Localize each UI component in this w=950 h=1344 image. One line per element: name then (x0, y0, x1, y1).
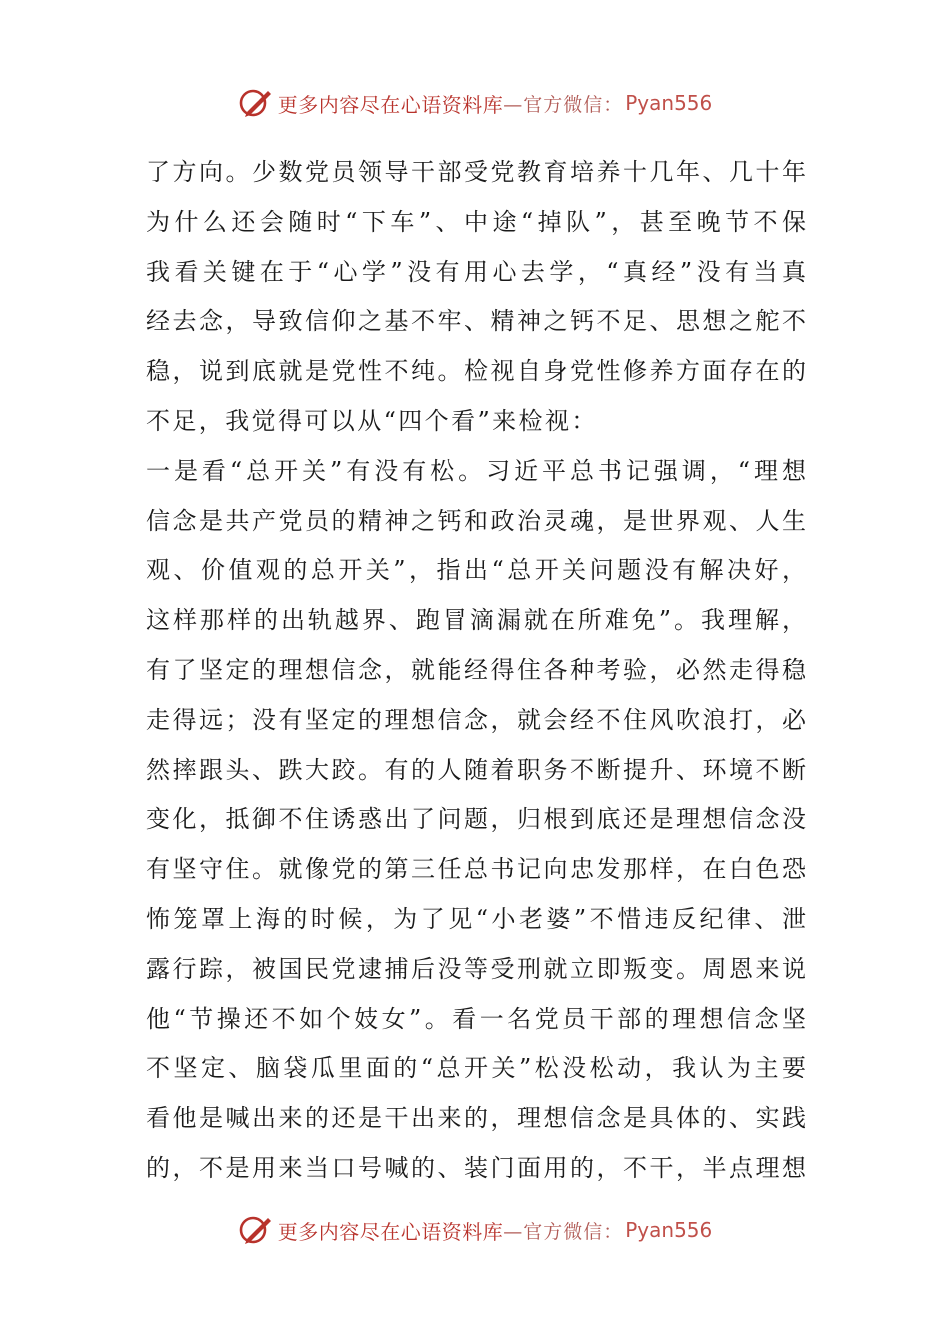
text-line: 我看关键在于“心学”没有用心去学，“真经”没有当真 (146, 257, 806, 286)
document-body (146, 148, 806, 1194)
text-line: 怖笼罩上海的时候，为了见“小老婆”不惜违反纪律、泄 (146, 904, 806, 933)
text-line: 然摔跟头、跌大跤。有的人随着职务不断提升、环境不断 (146, 755, 806, 784)
text-line: 他“节操还不如个妓女”。看一名党员干部的理想信念坚 (146, 1004, 806, 1033)
text-line: 有了坚定的理想信念，就能经得住各种考验，必然走得稳 (146, 655, 806, 684)
text-line: 不坚定、脑袋瓜里面的“总开关”松没松动，我认为主要 (146, 1054, 806, 1083)
banner-sub-text: —官方微信： (503, 93, 624, 116)
pen-logo-icon (238, 1213, 274, 1247)
text-line: 露行踪，被国民党逮捕后没等受刑就立即叛变。周恩来说 (146, 954, 806, 983)
text-line: 为什么还会随时“下车”、中途“掉队”，甚至晚节不保 (146, 207, 806, 236)
banner-main-text: 更多内容尽在心语资料库 (277, 1219, 504, 1244)
pen-logo-icon (238, 86, 274, 120)
footer-banner (0, 1210, 950, 1250)
text-line: 观、价值观的总开关”，指出“总开关问题没有解决好， (146, 556, 806, 585)
text-line: 信念是共产党员的精神之钙和政治灵魂，是世界观、人生 (146, 506, 806, 535)
text-line: 经去念，导致信仰之基不牢、精神之钙不足、思想之舵不 (146, 307, 806, 336)
text-line: 不足，我觉得可以从“四个看”来检视： (146, 406, 598, 435)
text-line: 变化，抵御不住诱惑出了问题，归根到底还是理想信念没 (146, 805, 806, 834)
banner-wechat-id: Pyan556 (625, 1218, 713, 1242)
banner-main-text: 更多内容尽在心语资料库 (277, 92, 504, 117)
header-banner (0, 83, 950, 123)
text-line: 看他是喊出来的还是干出来的，理想信念是具体的、实践 (146, 1104, 806, 1133)
banner-wechat-id: Pyan556 (625, 91, 713, 115)
text-line: 有坚守住。就像党的第三任总书记向忠发那样，在白色恐 (146, 855, 806, 884)
text-line: 的，不是用来当口号喊的、装门面用的，不干，半点理想 (146, 1153, 806, 1182)
text-line: 稳，说到底就是党性不纯。检视自身党性修养方面存在的 (146, 357, 806, 386)
banner-sub-text: —官方微信： (503, 1220, 624, 1243)
text-line: 走得远；没有坚定的理想信念，就会经不住风吹浪打，必 (146, 705, 806, 734)
text-line: 了方向。少数党员领导干部受党教育培养十几年、几十年 (146, 158, 806, 186)
text-line: 一是看“总开关”有没有松。习近平总书记强调，“理想 (146, 456, 806, 485)
text-line: 这样那样的出轨越界、跑冒滴漏就在所难免”。我理解， (146, 606, 806, 635)
